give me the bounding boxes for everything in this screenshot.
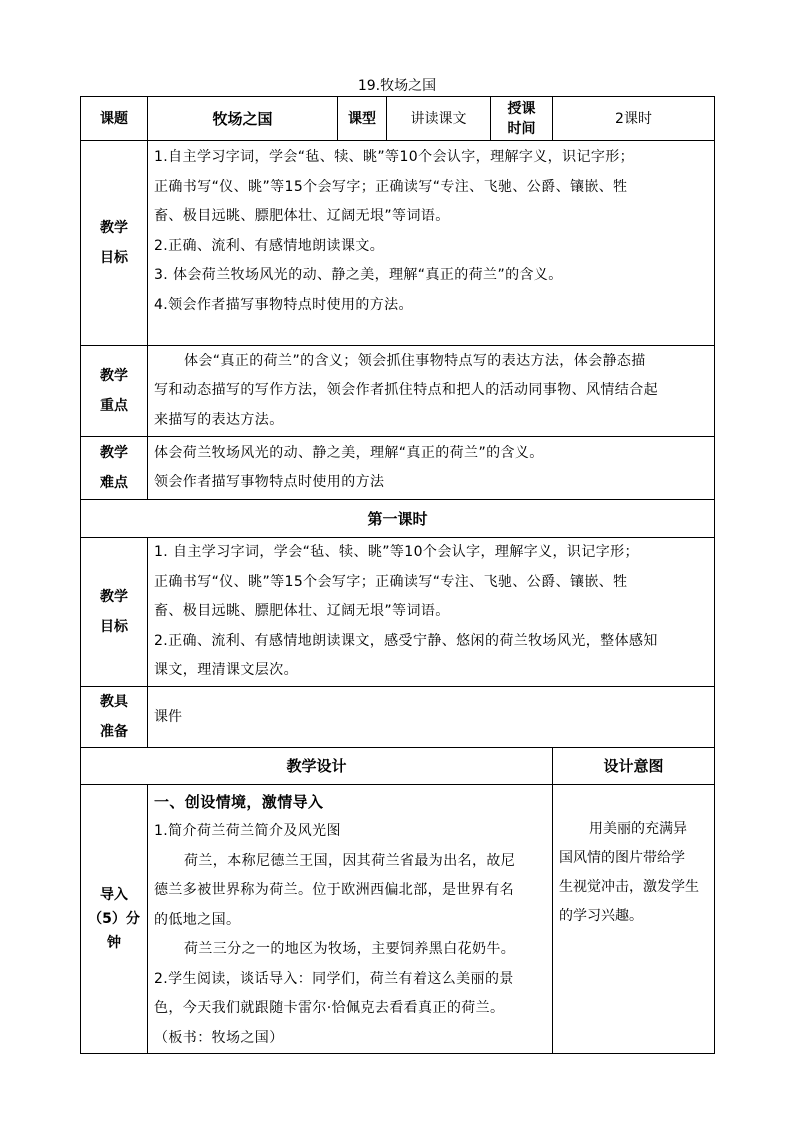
lesson-heading-row bbox=[81, 500, 715, 538]
objectives-line: 正确书写“仪、眺”等15个会写字；正确读写“专注、飞驰、公爵、镶嵌、牲 bbox=[154, 178, 628, 195]
intent-line: 用美丽的充满异 bbox=[589, 820, 687, 837]
intent-line: 国风情的图片带给学 bbox=[559, 849, 685, 866]
design-header: 教学设计 bbox=[81, 747, 553, 784]
objectives-line: 2.正确、流利、有感情地朗读课文。 bbox=[154, 237, 385, 254]
key-points-line: 来描写的表达方法。 bbox=[154, 411, 284, 428]
difficulties-row bbox=[81, 437, 715, 500]
lesson-objectives-line: 1. 自主学习字词，学会“毡、犊、眺”等10个会认字，理解字义，识记字形； bbox=[154, 544, 639, 560]
header-row bbox=[81, 97, 715, 141]
intro-line: 一、创设情境，激情导入 bbox=[154, 792, 324, 811]
tools-row bbox=[81, 686, 715, 747]
intent-line: 的学习兴趣。 bbox=[559, 907, 643, 924]
key-points-line: 体会“真正的荷兰”的含义；领会抓住事物特点写的表达方法，体会静态描 bbox=[184, 352, 646, 369]
intent-line: 生视觉冲击，激发学生 bbox=[559, 878, 699, 895]
difficulties-line: 领会作者描写事物特点时使用的方法 bbox=[154, 474, 385, 490]
intro-label: 导入 （5）分 钟 bbox=[81, 784, 148, 1054]
design-header-row bbox=[81, 747, 715, 784]
intro-line: 荷兰三分之一的地区为牧场，主要饲养黑白花奶牛。 bbox=[184, 941, 516, 957]
lesson-heading: 第一课时 bbox=[81, 500, 715, 538]
key-points-content bbox=[148, 346, 715, 437]
lesson-objectives-line: 畜、极目远眺、膘肥体壮、辽阔无垠”等词语。 bbox=[154, 603, 450, 619]
time-label: 授课 时间 bbox=[491, 97, 553, 141]
objectives-row bbox=[81, 141, 715, 346]
type-label: 课型 bbox=[338, 97, 387, 141]
type-value: 讲读课文 bbox=[387, 97, 491, 141]
topic-value: 牧场之国 bbox=[148, 97, 338, 141]
intro-line: 色，今天我们就跟随卡雷尔·恰佩克去看看真正的荷兰。 bbox=[154, 1000, 505, 1016]
intent-content bbox=[553, 784, 715, 1054]
key-points-row bbox=[81, 346, 715, 437]
difficulties-label: 教学 难点 bbox=[81, 437, 148, 500]
intro-line: 的低地之国。 bbox=[154, 911, 241, 928]
intro-line: 德兰多被世界称为荷兰。位于欧洲西偏北部，是世界有名 bbox=[154, 882, 514, 898]
intro-line: 1.简介荷兰荷兰简介及风光图 bbox=[154, 823, 341, 839]
objectives-line: 畜、极目远眺、膘肥体壮、辽阔无垠”等词语。 bbox=[154, 208, 450, 224]
tools-value: 课件 bbox=[148, 686, 715, 747]
objectives-line: 1.自主学习字词，学会“毡、犊、眺”等10个会认字，理解字义，识记字形； bbox=[154, 149, 635, 165]
lesson-objectives-line: 正确书写“仪、眺”等15个会写字；正确读写“专注、飞驰、公爵、镶嵌、牲 bbox=[154, 573, 628, 590]
intro-content bbox=[148, 784, 553, 1054]
lesson-objectives-line: 课文，理清课文层次。 bbox=[154, 662, 298, 678]
lesson-objectives-label: 教学 目标 bbox=[81, 538, 148, 687]
intro-row bbox=[81, 784, 715, 1054]
time-value: 2课时 bbox=[553, 97, 715, 141]
objectives-line: 3. 体会荷兰牧场风光的动、静之美，理解“真正的荷兰”的含义。 bbox=[154, 267, 563, 283]
lesson-objectives-row bbox=[81, 538, 715, 687]
intro-line: 2.学生阅读，谈话导入：同学们，荷兰有着这么美丽的景 bbox=[154, 970, 514, 987]
intent-header: 设计意图 bbox=[553, 747, 715, 784]
difficulties-line: 体会荷兰牧场风光的动、静之美，理解“真正的荷兰”的含义。 bbox=[154, 444, 544, 461]
objectives-line: 4.领会作者描写事物特点时使用的方法。 bbox=[154, 296, 413, 313]
key-points-label: 教学 重点 bbox=[81, 346, 148, 437]
intro-line: （板书：牧场之国） bbox=[154, 1029, 284, 1046]
topic-label: 课题 bbox=[81, 97, 148, 141]
lesson-objectives-content bbox=[148, 538, 715, 687]
difficulties-content bbox=[148, 437, 715, 500]
lesson-objectives-line: 2.正确、流利、有感情地朗读课文，感受宁静、悠闲的荷兰牧场风光，整体感知 bbox=[154, 632, 658, 649]
lesson-plan-table bbox=[80, 96, 715, 1054]
intro-line: 荷兰，本称尼德兰王国，因其荷兰省最为出名，故尼 bbox=[184, 852, 516, 869]
page-title: 19.牧场之国 bbox=[357, 78, 437, 94]
objectives-content bbox=[148, 141, 715, 346]
objectives-label: 教学 目标 bbox=[81, 141, 148, 346]
tools-label: 教具 准备 bbox=[81, 686, 148, 747]
key-points-line: 写和动态描写的写作方法，领会作者抓住特点和把人的活动同事物、风情结合起 bbox=[154, 382, 658, 399]
